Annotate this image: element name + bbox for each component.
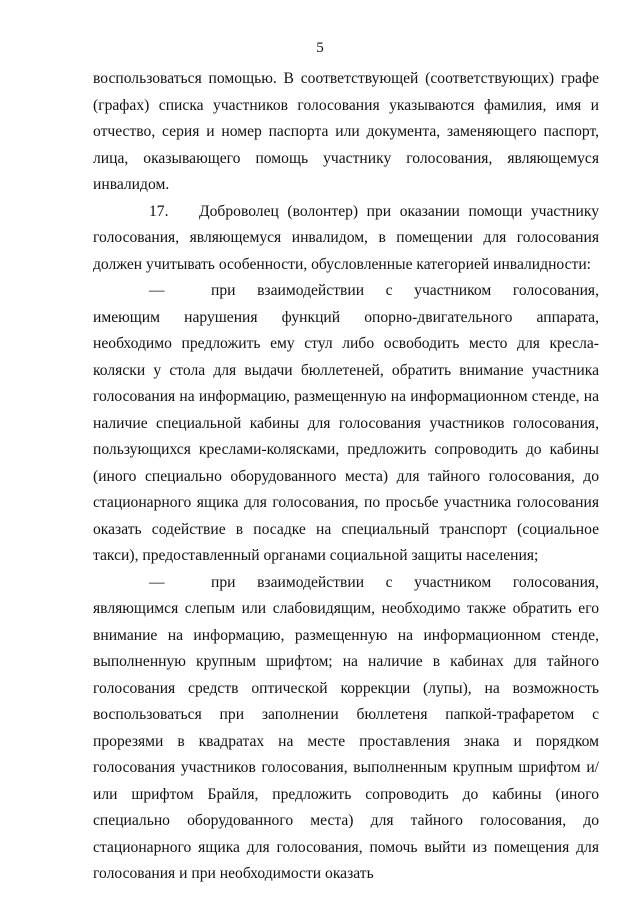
paragraph-text: при взаимодействии с участником голосования, являющимся слепым или слабовидящим, необходимо также обратить его внимание на информацию, размещенную на информационном стенде, выполненную крупным шрифтом; на наличие в кабинах для тайного голосования средств оптической коррекции (лупы), на возможность воспользоваться при заполнении бюллетеня папкой-трафаретом с прорезями в квадратах на месте проставления знака и порядком голосования участников голосования, выполненным крупным шрифтом и/или шрифтом Брайля, предложить сопроводить до кабины (иного специально оборудованного места) для тайного голосования, до стационарного ящика для голосования, помочь выйти из помещения для голосования и при необходимости оказать [93,573,599,882]
paragraph-text: Доброволец (волонтер) при оказании помощи участнику голосования, являющемуся инвалидом, в помещении для голосования должен учитывать особенности, обусловленные категорией инвалидности: [93,202,599,273]
item-number: 17. [149,202,169,220]
dash-bullet: — [149,282,165,299]
paragraph-text: воспользоваться помощью. В соответствующей (соответствующих) графе (графах) списка участников голосования указываются фамилия, имя и отчество, серия и номер паспорта или документа, заменяющего паспорт, лица, оказывающего помощь участнику голосования, являющемуся инвалидом. [93,70,599,193]
paragraph-continuation [93,66,599,199]
paragraph-text: при взаимодействии с участником голосования, имеющим нарушения функций опорно-двигательного аппарата, необходимо предложить ему стул либо освободить место для кресла-коляски у стола для выдачи бюллетеней, обратить внимание участника голосования на информацию, размещенную на информационном стенде, на наличие специальной кабины для голосования участников голосования, пользующихся креслами-колясками, предложить сопроводить до кабины (иного специально оборудованного места) для тайного голосования, до стационарного ящика для голосования, по просьбе участника голосования оказать содействие в посадке на специальный транспорт (социальное такси), предоставленный органами социальной защиты населения; [93,282,599,564]
paragraph-item-17 [93,199,599,279]
list-item-mobility [93,278,599,570]
dash-bullet: — [149,573,165,591]
page-number: 5 [316,40,324,56]
list-item-visual [93,570,599,888]
document-body [93,66,599,888]
